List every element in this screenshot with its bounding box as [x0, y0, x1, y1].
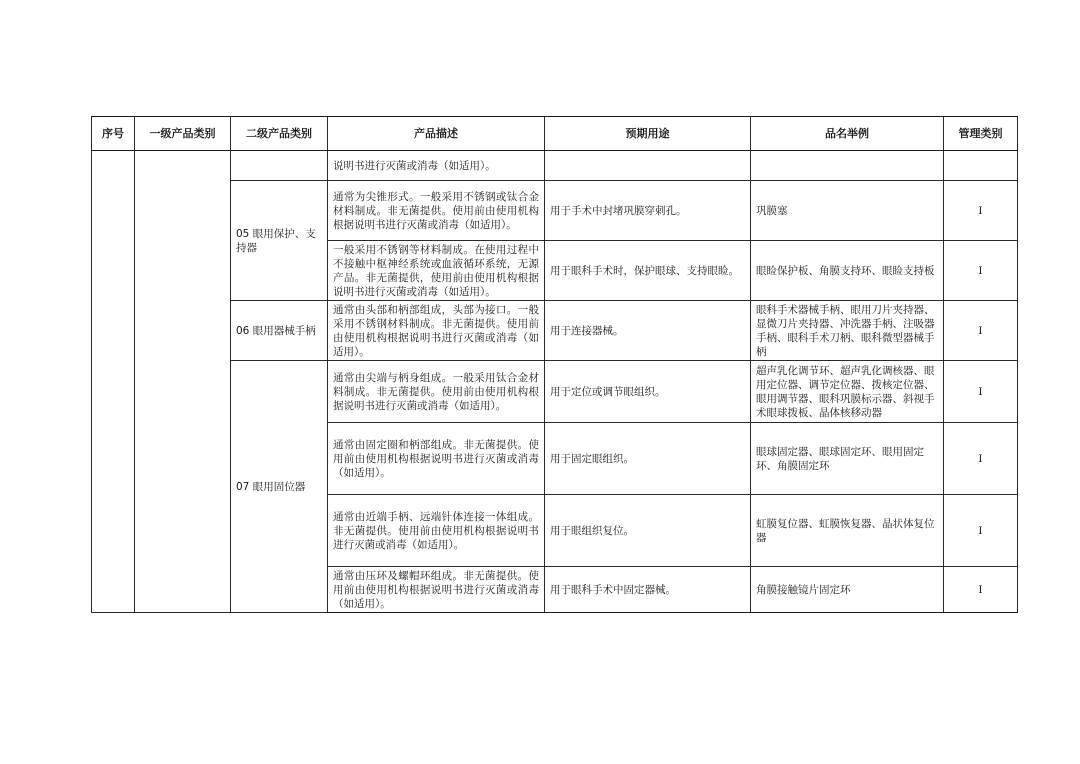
header-secondary-category: 二级产品类别	[231, 117, 328, 151]
product-description-cell: 通常由尖端与柄身组成。一般采用钛合金材料制成。非无菌提供。使用前由使用机构根据说明书进行灭菌或消毒（如适用）。	[328, 361, 545, 423]
header-product-description: 产品描述	[328, 117, 545, 151]
intended-use-cell: 用于定位或调节眼组织。	[545, 361, 751, 423]
header-intended-use: 预期用途	[545, 117, 751, 151]
management-class-cell: I	[944, 495, 1018, 567]
product-description-cell: 通常由近端手柄、远端针体连接一体组成。非无菌提供。使用前由使用机构根据说明书进行灭菌或消毒（如适用）。	[328, 495, 545, 567]
management-class-cell: I	[944, 181, 1018, 241]
product-description-cell: 通常由压环及螺帽环组成。非无菌提供。使用前由使用机构根据说明书进行灭菌或消毒（如适用）。	[328, 567, 545, 613]
management-class-cell: I	[944, 423, 1018, 495]
product-description-cell: 说明书进行灭菌或消毒（如适用）。	[328, 151, 545, 181]
table-row	[92, 151, 1018, 181]
management-class-cell: I	[944, 361, 1018, 423]
product-catalog-table	[91, 116, 1018, 613]
intended-use-cell: 用于固定眼组织。	[545, 423, 751, 495]
table-header-row	[92, 117, 1018, 151]
product-examples-cell: 巩膜塞	[751, 181, 944, 241]
header-product-examples: 品名举例	[751, 117, 944, 151]
secondary-category-07: 07 眼用固位器	[231, 361, 328, 613]
product-examples-cell: 眼球固定器、眼球固定环、眼用固定环、角膜固定环	[751, 423, 944, 495]
product-examples-cell	[751, 151, 944, 181]
primary-category-cell	[135, 151, 231, 613]
product-description-cell: 通常由固定圈和柄部组成。非无菌提供。使用前由使用机构根据说明书进行灭菌或消毒（如适用）。	[328, 423, 545, 495]
product-description-cell: 一般采用不锈钢等材料制成。在使用过程中不接触中枢神经系统或血液循环系统，无源产品。非无菌提供，使用前由使用机构根据说明书进行灭菌或消毒（如适用）。	[328, 241, 545, 301]
intended-use-cell: 用于眼组织复位。	[545, 495, 751, 567]
product-examples-cell: 超声乳化调节环、超声乳化调核器、眼用定位器、调节定位器、拨核定位器、眼用调节器、眼科巩膜标示器、斜视手术眼球拨板、晶体核移动器	[751, 361, 944, 423]
secondary-category-cell	[231, 151, 328, 181]
header-management-class: 管理类别	[944, 117, 1018, 151]
management-class-cell: I	[944, 567, 1018, 613]
table-row	[92, 181, 1018, 241]
management-class-cell: I	[944, 241, 1018, 301]
intended-use-cell	[545, 151, 751, 181]
table-row	[92, 301, 1018, 361]
table-row	[92, 361, 1018, 423]
product-examples-cell: 虹膜复位器、虹膜恢复器、晶状体复位器	[751, 495, 944, 567]
intended-use-cell: 用于眼科手术时，保护眼球、支持眼睑。	[545, 241, 751, 301]
product-description-cell: 通常由头部和柄部组成，头部为接口。一般采用不锈钢材料制成。非无菌提供。使用前由使用机构根据说明书进行灭菌或消毒（如适用）。	[328, 301, 545, 361]
intended-use-cell: 用于眼科手术中固定器械。	[545, 567, 751, 613]
product-examples-cell: 角膜接触镜片固定环	[751, 567, 944, 613]
intended-use-cell: 用于连接器械。	[545, 301, 751, 361]
product-description-cell: 通常为尖锥形式。一般采用不锈钢或钛合金材料制成。非无菌提供。使用前由使用机构根据说明书进行灭菌或消毒（如适用）。	[328, 181, 545, 241]
intended-use-cell: 用于手术中封堵巩膜穿刺孔。	[545, 181, 751, 241]
secondary-category-05: 05 眼用保护、支持器	[231, 181, 328, 301]
product-examples-cell: 眼睑保护板、角膜支持环、眼睑支持板	[751, 241, 944, 301]
management-class-cell: I	[944, 301, 1018, 361]
secondary-category-06: 06 眼用器械手柄	[231, 301, 328, 361]
management-class-cell	[944, 151, 1018, 181]
header-primary-category: 一级产品类别	[135, 117, 231, 151]
header-serial-no: 序号	[92, 117, 135, 151]
product-examples-cell: 眼科手术器械手柄、眼用刀片夹持器、显微刀片夹持器、冲洗器手柄、注吸器手柄、眼科手术刀柄、眼科微型器械手柄	[751, 301, 944, 361]
serial-no-cell	[92, 151, 135, 613]
